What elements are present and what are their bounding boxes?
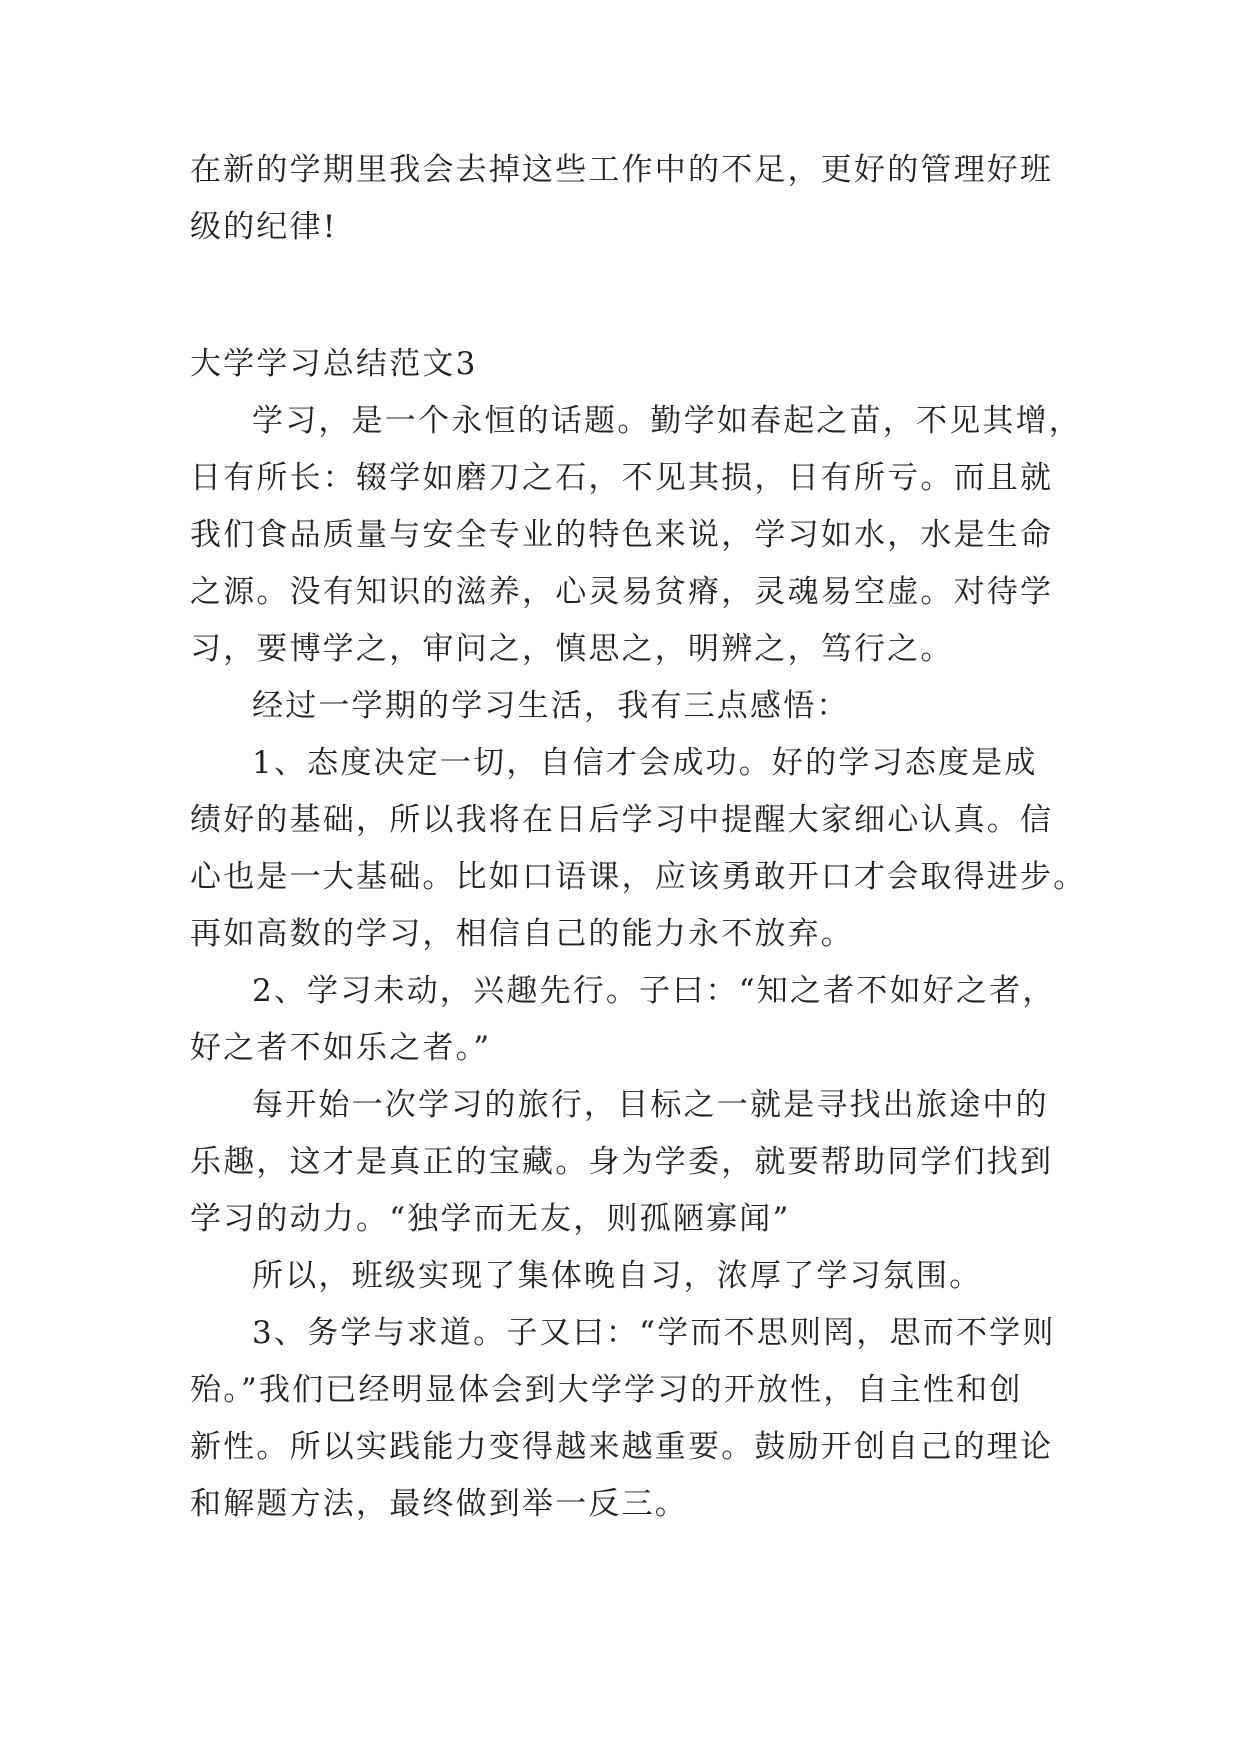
paragraph-line: 绩好的基础，所以我将在日后学习中提醒大家细心认真。信 bbox=[190, 802, 1054, 838]
paragraph-line: 日有所长：辍学如磨刀之石，不见其损，日有所亏。而且就 bbox=[190, 460, 1054, 496]
paragraph-line: 所以，班级实现了集体晚自习，浓厚了学习氛围。 bbox=[252, 1258, 983, 1294]
paragraph-line: 每开始一次学习的旅行，目标之一就是寻找出旅途中的 bbox=[252, 1087, 1049, 1123]
paragraph-line: 心也是一大基础。比如口语课，应该勇敢开口才会取得进步。 bbox=[190, 859, 1087, 895]
paragraph-line: 殆。”我们已经明显体会到大学学习的开放性，自主性和创 bbox=[190, 1372, 1023, 1408]
paragraph-line: 学习的动力。“独学而无友，则孤陋寡闻” bbox=[190, 1201, 791, 1237]
paragraph-line: 2、学习未动，兴趣先行。子曰：“知之者不如好之者， bbox=[252, 973, 1056, 1009]
paragraph-line: 好之者不如乐之者。” bbox=[190, 1030, 492, 1066]
paragraph-line: 乐趣，这才是真正的宝藏。身为学委，就要帮助同学们找到 bbox=[190, 1144, 1054, 1180]
paragraph-line: 3、务学与求道。子又曰：“学而不思则罔，思而不学则 bbox=[252, 1315, 1056, 1351]
paragraph-line: 和解题方法，最终做到举一反三。 bbox=[190, 1486, 688, 1522]
paragraph-line: 经过一学期的学习生活，我有三点感悟： bbox=[252, 688, 850, 724]
text-line: 级的纪律! bbox=[190, 209, 338, 245]
paragraph-line: 之源。没有知识的滋养，心灵易贫瘠，灵魂易空虚。对待学 bbox=[190, 574, 1054, 610]
text-line: 在新的学期里我会去掉这些工作中的不足，更好的管理好班 bbox=[190, 152, 1054, 188]
section-heading: 大学学习总结范文3 bbox=[190, 346, 478, 382]
paragraph-line: 学习，是一个永恒的话题。勤学如春起之苗，不见其增， bbox=[252, 403, 1082, 439]
paragraph-line: 习，要博学之，审问之，慎思之，明辨之，笃行之。 bbox=[190, 631, 954, 667]
paragraph-line: 再如高数的学习，相信自己的能力永不放弃。 bbox=[190, 916, 854, 952]
paragraph-line: 1、态度决定一切，自信才会成功。好的学习态度是成 bbox=[252, 745, 1038, 781]
paragraph-line: 新性。所以实践能力变得越来越重要。鼓励开创自己的理论 bbox=[190, 1429, 1054, 1465]
paragraph-line: 我们食品质量与安全专业的特色来说，学习如水，水是生命 bbox=[190, 517, 1054, 553]
